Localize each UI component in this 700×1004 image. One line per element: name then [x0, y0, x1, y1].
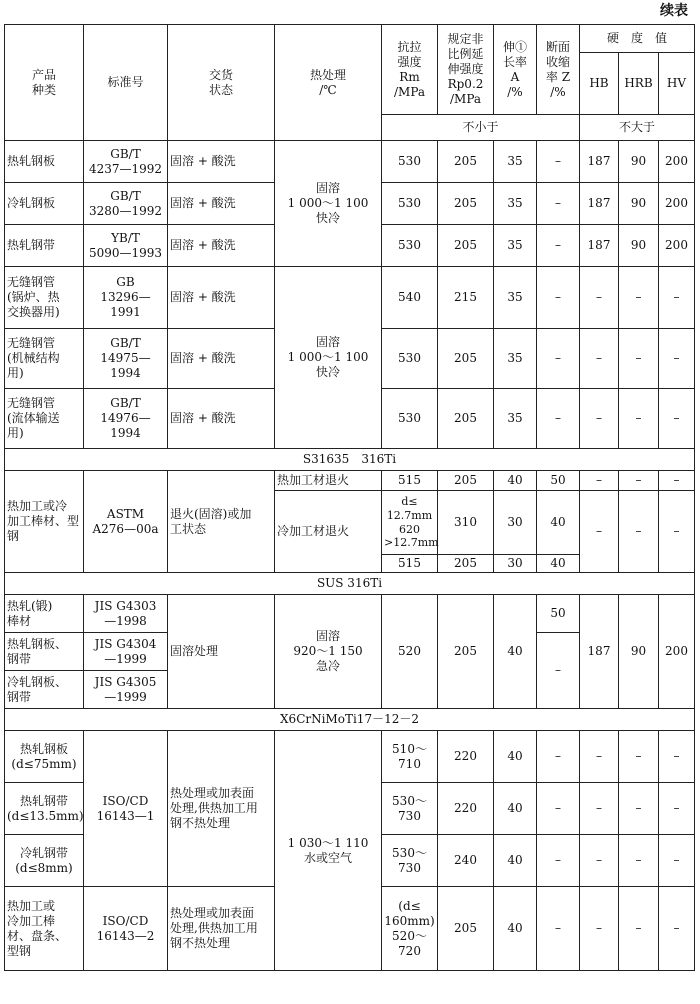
- cell-delivery: 固溶 + 酸洗: [168, 141, 275, 183]
- cell-rp: 205: [438, 595, 494, 709]
- cell-hv: –: [659, 491, 695, 573]
- section-row: [5, 573, 695, 595]
- cell-rp: 205: [438, 389, 494, 449]
- cell-hb: –: [580, 491, 619, 573]
- cell-z: –: [537, 225, 580, 267]
- cell-standard: ISO/CD 16143—1: [84, 731, 168, 887]
- cell-delivery: 固溶 + 酸洗: [168, 267, 275, 329]
- cell-delivery: 固溶 + 酸洗: [168, 389, 275, 449]
- cell-rp: 205: [438, 141, 494, 183]
- cell-a: 35: [494, 267, 537, 329]
- hdr-hv: HV: [659, 53, 695, 115]
- cell-standard: JIS G4304 —1999: [84, 633, 168, 671]
- cell-heat: 1 030～1 110 水或空气: [275, 731, 382, 971]
- cell-hrb: –: [619, 731, 659, 783]
- cell-rp: 220: [438, 731, 494, 783]
- cell-heat: 冷加工材退火: [275, 491, 382, 573]
- hdr-delivery: 交货 状态: [168, 25, 275, 141]
- cell-hv: –: [659, 267, 695, 329]
- cell-a: 30: [494, 555, 537, 573]
- steel-properties-table: [4, 24, 695, 971]
- cell-standard: ISO/CD 16143—2: [84, 887, 168, 971]
- cell-delivery: 固溶处理: [168, 595, 275, 709]
- hdr-standard: 标准号: [84, 25, 168, 141]
- cell-rp: 205: [438, 183, 494, 225]
- cell-a: 35: [494, 183, 537, 225]
- cell-product: 热轧钢带: [5, 225, 84, 267]
- cell-product: 热轧钢板: [5, 141, 84, 183]
- cell-rp: 205: [438, 329, 494, 389]
- cell-a: 40: [494, 731, 537, 783]
- cell-hb: –: [580, 783, 619, 835]
- cell-rp: 215: [438, 267, 494, 329]
- cell-a: 40: [494, 595, 537, 709]
- cell-hv: 200: [659, 595, 695, 709]
- cell-standard: JIS G4303 —1998: [84, 595, 168, 633]
- cell-heat: 固溶 1 000～1 100 快冷: [275, 141, 382, 267]
- table-row: [5, 267, 695, 329]
- cell-hrb: 90: [619, 225, 659, 267]
- cell-a: 35: [494, 329, 537, 389]
- hdr-tensile: 抗拉 强度 Rm /MPa: [382, 25, 438, 115]
- cell-standard: GB 13296—1991: [84, 267, 168, 329]
- cell-hv: 200: [659, 183, 695, 225]
- cell-rm: 530: [382, 141, 438, 183]
- cell-z: –: [537, 887, 580, 971]
- cell-z: –: [537, 389, 580, 449]
- cell-product: 冷轧钢板、 钢带: [5, 671, 84, 709]
- hdr-reduction: 断面 收缩 率 Z /%: [537, 25, 580, 115]
- cell-delivery: 固溶 + 酸洗: [168, 225, 275, 267]
- cell-a: 40: [494, 783, 537, 835]
- cell-delivery: 固溶 + 酸洗: [168, 183, 275, 225]
- header-row: [5, 25, 695, 53]
- cell-rm: 515: [382, 555, 438, 573]
- cell-hrb: 90: [619, 141, 659, 183]
- cell-a: 40: [494, 887, 537, 971]
- cell-rp: 205: [438, 225, 494, 267]
- cell-hrb: –: [619, 329, 659, 389]
- cell-delivery: 热处理或加表面 处理,供热加工用 钢不热处理: [168, 731, 275, 887]
- cell-rm: 540: [382, 267, 438, 329]
- hdr-hb: HB: [580, 53, 619, 115]
- cell-hb: 187: [580, 595, 619, 709]
- cell-rm: 530: [382, 329, 438, 389]
- cell-hv: –: [659, 471, 695, 491]
- cell-rp: 240: [438, 835, 494, 887]
- cell-product: 热轧钢板、 钢带: [5, 633, 84, 671]
- cell-hrb: –: [619, 783, 659, 835]
- cell-rm: 530～ 730: [382, 835, 438, 887]
- cell-standard: GB/T 4237—1992: [84, 141, 168, 183]
- cell-standard: GB/T 14976—1994: [84, 389, 168, 449]
- cell-z: –: [537, 141, 580, 183]
- cell-rp: 310: [438, 491, 494, 555]
- cell-rp: 220: [438, 783, 494, 835]
- cell-z: 40: [537, 555, 580, 573]
- cell-hb: 187: [580, 225, 619, 267]
- cell-hb: –: [580, 731, 619, 783]
- cell-z: –: [537, 267, 580, 329]
- cell-hv: –: [659, 731, 695, 783]
- cell-a: 40: [494, 835, 537, 887]
- hdr-hrb: HRB: [619, 53, 659, 115]
- cell-standard: JIS G4305 —1999: [84, 671, 168, 709]
- cell-product: 冷轧钢板: [5, 183, 84, 225]
- cell-product: 热加工或冷 加工棒材、型 钢: [5, 471, 84, 573]
- table-row: [5, 141, 695, 183]
- cell-rm: 510～ 710: [382, 731, 438, 783]
- cell-z: –: [537, 183, 580, 225]
- cell-rm: 515: [382, 471, 438, 491]
- cell-heat: 热加工材退火: [275, 471, 382, 491]
- section-row: [5, 709, 695, 731]
- cell-hv: 200: [659, 225, 695, 267]
- hdr-heat: 热处理 /℃: [275, 25, 382, 141]
- cell-hb: 187: [580, 141, 619, 183]
- table-row: [5, 595, 695, 633]
- cell-rp: 205: [438, 471, 494, 491]
- hdr-product: 产品 种类: [5, 25, 84, 141]
- section-title: SUS 316Ti: [5, 573, 695, 595]
- cell-a: 35: [494, 225, 537, 267]
- cell-hv: –: [659, 835, 695, 887]
- cell-a: 30: [494, 491, 537, 555]
- cell-rm: 530～ 730: [382, 783, 438, 835]
- cell-hb: –: [580, 329, 619, 389]
- cell-z: 50: [537, 471, 580, 491]
- hdr-notless: 不小于: [382, 115, 580, 141]
- cell-rm: d≤ 12.7mm 620 >12.7mm: [382, 491, 438, 555]
- cell-hrb: –: [619, 491, 659, 573]
- cell-standard: GB/T 3280—1992: [84, 183, 168, 225]
- cell-z: –: [537, 329, 580, 389]
- cell-hb: –: [580, 835, 619, 887]
- cell-hv: –: [659, 389, 695, 449]
- cell-hb: –: [580, 267, 619, 329]
- section-title: S31635 316Ti: [5, 449, 695, 471]
- cell-hrb: 90: [619, 595, 659, 709]
- cell-product: 无缝钢管 (机械结构 用): [5, 329, 84, 389]
- cell-standard: ASTM A276—00a: [84, 471, 168, 573]
- cell-hrb: –: [619, 471, 659, 491]
- cell-hv: –: [659, 887, 695, 971]
- cell-rp: 205: [438, 887, 494, 971]
- cell-z: –: [537, 835, 580, 887]
- cell-a: 35: [494, 389, 537, 449]
- cell-z: 50: [537, 595, 580, 633]
- continued-label: 续表: [660, 3, 688, 19]
- cell-hrb: –: [619, 267, 659, 329]
- cell-product: 无缝钢管 (锅炉、热 交换器用): [5, 267, 84, 329]
- cell-rm: 530: [382, 183, 438, 225]
- cell-delivery: 热处理或加表面 处理,供热加工用 钢不热处理: [168, 887, 275, 971]
- cell-hb: –: [580, 471, 619, 491]
- cell-rm: 530: [382, 389, 438, 449]
- cell-a: 40: [494, 471, 537, 491]
- cell-standard: YB/T 5090—1993: [84, 225, 168, 267]
- cell-product: 热轧(锻) 棒材: [5, 595, 84, 633]
- section-row: [5, 449, 695, 471]
- table-row: [5, 471, 695, 491]
- cell-rm: 530: [382, 225, 438, 267]
- cell-delivery: 退火(固溶)或加 工状态: [168, 471, 275, 573]
- cell-product: 热轧钢板 (d≤75mm): [5, 731, 84, 783]
- cell-hb: –: [580, 389, 619, 449]
- cell-hv: –: [659, 329, 695, 389]
- cell-heat: 固溶 920～1 150 急冷: [275, 595, 382, 709]
- cell-delivery: 固溶 + 酸洗: [168, 329, 275, 389]
- section-title: X6CrNiMoTi17－12－2: [5, 709, 695, 731]
- cell-hrb: –: [619, 835, 659, 887]
- hdr-notmore: 不大于: [580, 115, 695, 141]
- hdr-yield: 规定非 比例延 伸强度 Rp0.2 /MPa: [438, 25, 494, 115]
- cell-standard: GB/T 14975—1994: [84, 329, 168, 389]
- cell-hv: 200: [659, 141, 695, 183]
- hdr-elong: 伸① 长率 A /%: [494, 25, 537, 115]
- table-row: [5, 731, 695, 783]
- cell-hrb: –: [619, 887, 659, 971]
- cell-hb: –: [580, 887, 619, 971]
- cell-rp: 205: [438, 555, 494, 573]
- cell-z: –: [537, 633, 580, 709]
- cell-heat: 固溶 1 000～1 100 快冷: [275, 267, 382, 449]
- cell-z: –: [537, 783, 580, 835]
- cell-z: –: [537, 731, 580, 783]
- cell-hv: –: [659, 783, 695, 835]
- cell-a: 35: [494, 141, 537, 183]
- cell-product: 热轧钢带 (d≤13.5mm): [5, 783, 84, 835]
- cell-product: 冷轧钢带 (d≤8mm): [5, 835, 84, 887]
- cell-product: 热加工或 冷加工棒 材、盘条、 型钢: [5, 887, 84, 971]
- cell-hrb: –: [619, 389, 659, 449]
- cell-rm: 520: [382, 595, 438, 709]
- cell-z: 40: [537, 491, 580, 555]
- hdr-hardness: 硬 度 值: [580, 25, 695, 53]
- cell-rm: (d≤ 160mm) 520～ 720: [382, 887, 438, 971]
- cell-hb: 187: [580, 183, 619, 225]
- cell-hrb: 90: [619, 183, 659, 225]
- cell-product: 无缝钢管 (流体输送 用): [5, 389, 84, 449]
